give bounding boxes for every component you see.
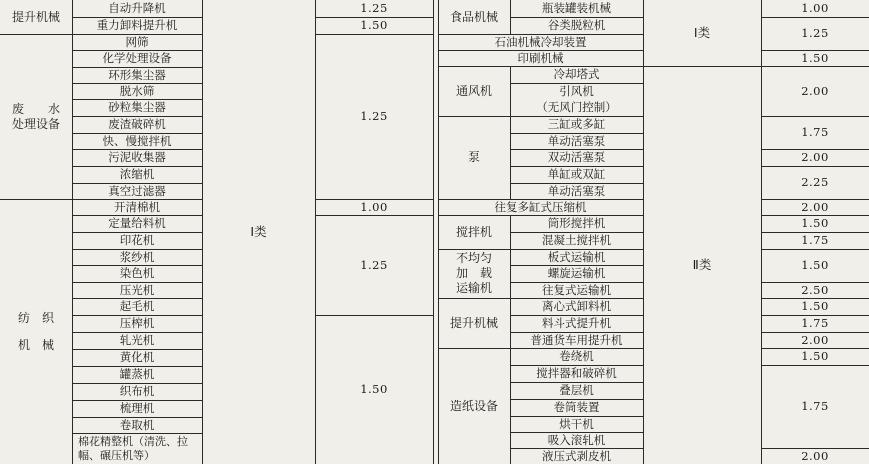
grid-line	[72, 133, 202, 134]
machine-name: 卷取机	[119, 417, 155, 432]
coefficient-value: 2.00	[801, 199, 829, 214]
grid-line	[438, 215, 643, 216]
machine-name: 引风机	[559, 83, 594, 98]
grid-line	[72, 166, 202, 167]
grid-line	[510, 183, 643, 184]
machine-name: 快、慢搅拌机	[102, 133, 172, 148]
coefficient-value: 1.00	[801, 1, 829, 16]
machine-name: 板式运输机	[547, 249, 606, 264]
machine-name: 往复式运输机	[542, 282, 611, 297]
grid-line	[315, 315, 433, 316]
grid-line	[315, 17, 433, 18]
grid-line	[761, 348, 869, 349]
grid-line	[72, 298, 202, 299]
grid-line	[761, 448, 869, 449]
coefficient-value: 1.75	[801, 233, 829, 248]
grid-line	[510, 399, 643, 400]
machine-name: 棉花精整机（清洗、拉幅、碾压机等）	[78, 434, 188, 462]
machine-name: 定量给料机	[108, 216, 166, 231]
machine-name: 化学处理设备	[102, 51, 172, 66]
machine-name: 筒形搅拌机	[547, 216, 606, 231]
machine-name: 石油机械冷却装置	[494, 34, 587, 49]
grid-line	[643, 66, 761, 67]
coefficient-value: 1.75	[801, 125, 829, 140]
machine-name: 织布机	[119, 384, 155, 399]
machine-name: 罐蒸机	[119, 367, 155, 382]
grid-line	[510, 448, 643, 449]
category-ventilator: 通风机	[455, 83, 492, 98]
machine-name: 烘干机	[559, 416, 594, 431]
grid-line	[438, 0, 439, 464]
machine-name: 压光机	[119, 282, 155, 297]
machine-name: 网筛	[125, 34, 149, 49]
grid-line	[72, 332, 202, 333]
machine-name: 单缸或双缸	[547, 167, 606, 182]
category-pump: 泵	[467, 150, 480, 164]
grid-line	[72, 282, 202, 283]
category-lifting-machinery: 提升机械	[11, 9, 60, 24]
grid-line	[761, 199, 869, 200]
machine-name: 开清棉机	[114, 199, 160, 214]
grid-line	[438, 249, 643, 250]
grid-line	[510, 232, 643, 233]
grid-line	[510, 382, 643, 383]
coefficient-value: 2.25	[801, 175, 829, 190]
machine-name: 液压式剥皮机	[542, 448, 611, 463]
grid-line	[72, 249, 202, 250]
grid-line	[72, 366, 202, 367]
machine-name: 废渣破碎机	[108, 117, 166, 132]
grid-line	[510, 166, 643, 167]
machine-name: 谷类脱粒机	[547, 18, 606, 33]
grid-line	[761, 298, 869, 299]
coefficient-value: 1.25	[360, 1, 388, 16]
machine-name: 印刷机械	[517, 50, 564, 65]
grid-line	[72, 265, 202, 266]
grid-line	[510, 133, 643, 134]
coefficient-value: 2.00	[801, 83, 829, 98]
coefficient-value: 1.50	[801, 216, 829, 231]
grid-line	[438, 34, 643, 35]
coefficient-value: 1.25	[360, 257, 388, 272]
grid-line	[72, 17, 202, 18]
machine-name: 环形集尘器	[108, 67, 166, 82]
grid-line	[761, 282, 869, 283]
grid-line	[72, 67, 202, 68]
grid-line	[72, 149, 202, 150]
category-wastewater-equipment: 废 水 处理设备	[11, 101, 60, 131]
machine-name: 脱水筛	[119, 83, 155, 98]
coefficient-value: 1.25	[360, 109, 388, 124]
coefficient-value: 1.75	[801, 316, 829, 331]
grid-line	[761, 166, 869, 167]
machine-name: 真空过滤器	[108, 183, 166, 198]
machine-name: 三缸或多缸	[547, 117, 606, 132]
coefficient-value: 1.50	[360, 382, 388, 397]
category-textile-machinery: 纺 织 机 械	[17, 310, 54, 352]
grid-line	[761, 215, 869, 216]
machine-name: 叠层机	[559, 383, 594, 398]
class-label: Ⅰ类	[693, 25, 711, 41]
grid-line	[438, 50, 643, 51]
machine-name: 冷却塔式	[553, 67, 600, 82]
grid-line	[761, 232, 869, 233]
grid-line	[438, 298, 643, 299]
machine-name: 双动活塞泵	[547, 150, 606, 165]
grid-line	[761, 149, 869, 150]
machine-name: 污泥收集器	[108, 150, 166, 165]
machine-name: 重力卸料提升机	[96, 18, 178, 33]
coefficient-value: 2.50	[801, 282, 829, 297]
machine-name: 单动活塞泵	[547, 183, 606, 198]
grid-line	[72, 99, 202, 100]
grid-line	[510, 332, 643, 333]
grid-line	[72, 383, 202, 384]
machine-name: 自动升降机	[108, 1, 166, 16]
grid-line	[72, 116, 202, 117]
machine-name: 单动活塞泵	[547, 133, 606, 148]
grid-line	[510, 432, 643, 433]
grid-line	[315, 215, 433, 216]
grid-line	[72, 232, 202, 233]
machine-name: 起毛机	[119, 299, 155, 314]
machine-name: 砂粒集尘器	[108, 100, 166, 115]
coefficient-value: 1.25	[801, 26, 829, 41]
machine-name: 轧光机	[119, 333, 155, 348]
grid-line	[761, 365, 869, 366]
coefficient-value: 2.00	[801, 150, 829, 165]
grid-line	[0, 34, 72, 35]
coefficient-value: 1.50	[801, 299, 829, 314]
machine-name: 搅拌器和破碎机	[536, 366, 617, 381]
grid-line	[72, 349, 202, 350]
coefficient-value: 1.75	[801, 399, 829, 414]
grid-line	[438, 348, 643, 349]
machine-name: 卷绕机	[559, 349, 594, 364]
class-label: Ⅱ类	[692, 257, 712, 273]
grid-line	[643, 0, 644, 464]
machine-name: 梳理机	[119, 401, 155, 416]
class-label: Ⅰ类	[250, 224, 267, 240]
grid-line	[761, 17, 869, 18]
grid-line	[510, 149, 643, 150]
grid-line	[761, 66, 869, 67]
grid-line	[761, 332, 869, 333]
grid-line	[315, 199, 433, 200]
coefficient-value: 1.50	[801, 349, 829, 364]
grid-line	[72, 183, 202, 184]
grid-line	[72, 199, 202, 200]
grid-line	[315, 0, 316, 464]
machine-name: 螺旋运输机	[547, 266, 606, 281]
grid-line	[0, 199, 72, 200]
grid-line	[315, 34, 433, 35]
coefficient-value: 1.50	[801, 258, 829, 273]
grid-line	[510, 416, 643, 417]
coefficient-value: 1.50	[801, 50, 829, 65]
machine-name: 浆纱机	[119, 249, 155, 264]
machine-name: 混凝土搅拌机	[542, 233, 611, 248]
grid-line	[438, 199, 643, 200]
machine-name: （无风门控制）	[536, 100, 617, 115]
grid-line	[761, 50, 869, 51]
grid-line	[510, 17, 643, 18]
machine-name: 普通货车用提升机	[530, 332, 623, 347]
grid-line	[510, 83, 643, 84]
grid-line	[72, 50, 202, 51]
machine-name: 印花机	[119, 233, 155, 248]
grid-line	[761, 249, 869, 250]
grid-line	[72, 417, 202, 418]
machine-name: 瓶装罐装机械	[542, 1, 611, 16]
grid-line	[72, 433, 202, 434]
grid-line	[510, 315, 643, 316]
grid-line	[72, 215, 202, 216]
grid-line	[510, 215, 511, 464]
grid-line	[433, 0, 434, 464]
machine-name: 压榨机	[119, 316, 155, 331]
grid-line	[72, 34, 202, 35]
machine-name: 卷筒装置	[553, 400, 600, 415]
machine-name: 吸入滚轧机	[547, 432, 606, 447]
coefficient-value: 2.00	[801, 332, 829, 347]
coefficient-value: 1.00	[360, 199, 388, 214]
grid-line	[761, 116, 869, 117]
grid-line	[72, 400, 202, 401]
grid-line	[438, 116, 643, 117]
category-uneven-load-conveyor: 不均匀 加 载 运输机	[455, 251, 492, 295]
machine-name: 料斗式提升机	[542, 316, 611, 331]
category-paper-equipment: 造纸设备	[449, 398, 498, 413]
grid-line	[72, 83, 202, 84]
category-lifting-machinery-2: 提升机械	[449, 315, 498, 330]
machine-name: 往复多缸式压缩机	[494, 199, 587, 214]
machine-name: 黄化机	[119, 350, 155, 365]
grid-line	[510, 265, 643, 266]
grid-line	[202, 0, 203, 464]
coefficient-value: 1.50	[360, 18, 388, 33]
machine-name: 离心式卸料机	[542, 299, 611, 314]
machine-name: 浓缩机	[119, 167, 155, 182]
grid-line	[438, 66, 643, 67]
grid-line	[72, 315, 202, 316]
grid-line	[761, 315, 869, 316]
grid-line	[510, 365, 643, 366]
machine-name: 染色机	[119, 266, 155, 281]
grid-line	[510, 282, 643, 283]
category-mixer: 搅拌机	[455, 224, 492, 239]
coefficient-value: 2.00	[801, 448, 829, 463]
category-food-machinery: 食品机械	[449, 9, 498, 24]
